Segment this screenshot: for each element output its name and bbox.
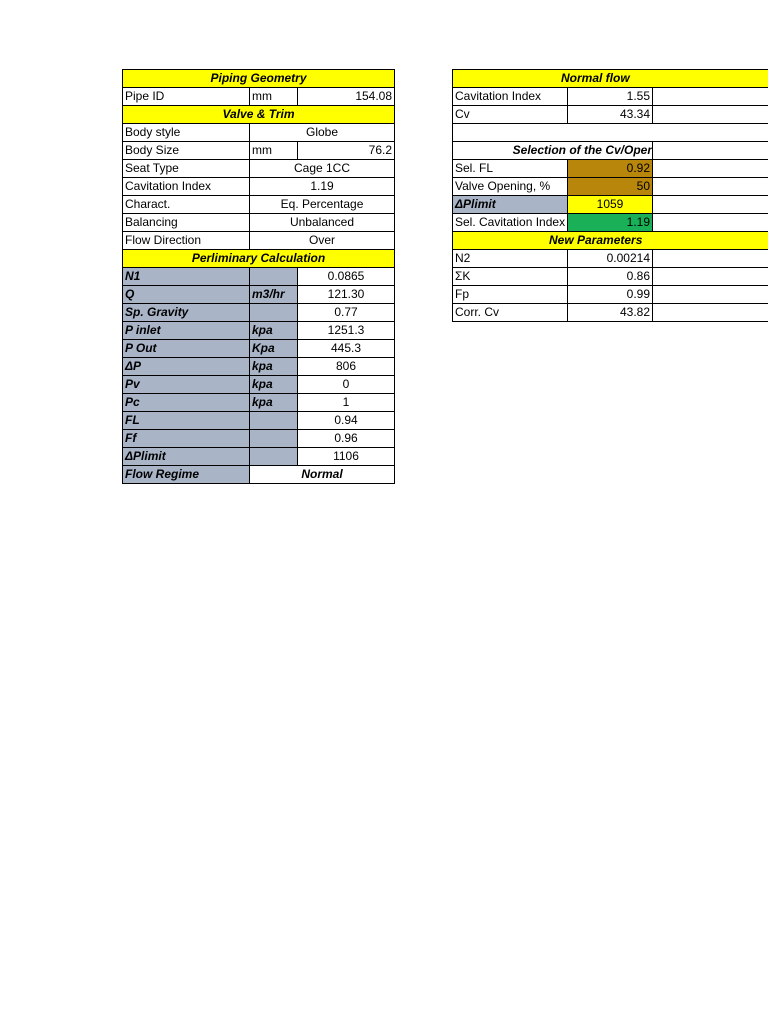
calc-label[interactable]: P inlet	[123, 322, 250, 340]
calc-label[interactable]: Pv	[123, 376, 250, 394]
table-row	[123, 160, 395, 178]
calc-value[interactable]: 0.96	[298, 430, 395, 448]
sel-cavitation-value[interactable]: 1.19	[568, 214, 653, 232]
spacer-row	[453, 124, 768, 142]
calc-unit[interactable]	[250, 430, 298, 448]
cv-value[interactable]: 43.34	[568, 106, 653, 124]
empty-cell	[653, 214, 768, 232]
table-row	[123, 340, 395, 358]
table-row	[123, 376, 395, 394]
flow-direction-label[interactable]: Flow Direction	[123, 232, 250, 250]
table-row	[123, 466, 395, 484]
preliminary-calculation-header[interactable]: Perliminary Calculation	[123, 250, 395, 268]
seat-type-value[interactable]: Cage 1CC	[250, 160, 395, 178]
body-size-unit[interactable]: mm	[250, 142, 298, 160]
calc-value[interactable]: 121.30	[298, 286, 395, 304]
pipe-id-unit[interactable]: mm	[250, 88, 298, 106]
new-parameters-header[interactable]: New Parameters	[453, 232, 768, 250]
cavitation-index-value[interactable]: 1.19	[250, 178, 395, 196]
empty-cell	[653, 142, 768, 160]
calc-label[interactable]: Ff	[123, 430, 250, 448]
balancing-value[interactable]: Unbalanced	[250, 214, 395, 232]
sel-cavitation-label[interactable]: Sel. Cavitation Index	[453, 214, 568, 232]
dplimit-label[interactable]: ΔPlimit	[453, 196, 568, 214]
corr-cv-value[interactable]: 43.82	[568, 304, 653, 322]
calc-unit[interactable]: m3/hr	[250, 286, 298, 304]
calc-value[interactable]: 0	[298, 376, 395, 394]
table-row	[453, 214, 768, 232]
calc-label[interactable]: ΔPlimit	[123, 448, 250, 466]
piping-geometry-header[interactable]: Piping Geometry	[123, 70, 395, 88]
calc-label[interactable]: P Out	[123, 340, 250, 358]
valve-opening-label[interactable]: Valve Opening, %	[453, 178, 568, 196]
calc-unit[interactable]: Kpa	[250, 340, 298, 358]
table-row	[123, 322, 395, 340]
calc-unit[interactable]	[250, 268, 298, 286]
section-header-row	[123, 70, 395, 88]
table-row	[123, 124, 395, 142]
calc-label[interactable]: Pc	[123, 394, 250, 412]
valve-trim-header[interactable]: Valve & Trim	[123, 106, 395, 124]
table-row	[123, 232, 395, 250]
table-row	[123, 178, 395, 196]
table-row	[123, 412, 395, 430]
calc-unit[interactable]: kpa	[250, 376, 298, 394]
table-row	[453, 268, 768, 286]
table-row	[453, 196, 768, 214]
calc-value[interactable]: 1	[298, 394, 395, 412]
calc-unit[interactable]: kpa	[250, 394, 298, 412]
table-row	[453, 88, 768, 106]
calc-value[interactable]: 445.3	[298, 340, 395, 358]
empty-cell	[653, 268, 768, 286]
calc-unit[interactable]: kpa	[250, 358, 298, 376]
calc-label[interactable]: FL	[123, 412, 250, 430]
flow-direction-value[interactable]: Over	[250, 232, 395, 250]
spacer	[453, 124, 768, 142]
table-row	[123, 214, 395, 232]
seat-type-label[interactable]: Seat Type	[123, 160, 250, 178]
n2-value[interactable]: 0.00214	[568, 250, 653, 268]
fp-value[interactable]: 0.99	[568, 286, 653, 304]
table-row	[123, 196, 395, 214]
calc-value[interactable]: 0.0865	[298, 268, 395, 286]
calc-value[interactable]: 1251.3	[298, 322, 395, 340]
selection-header[interactable]: Selection of the Cv/Oper	[453, 142, 653, 160]
sum-k-value[interactable]: 0.86	[568, 268, 653, 286]
table-row	[453, 106, 768, 124]
table-row	[453, 178, 768, 196]
section-header-row	[123, 106, 395, 124]
table-row	[123, 430, 395, 448]
calc-label[interactable]: N1	[123, 268, 250, 286]
section-header-row	[123, 250, 395, 268]
pipe-id-value[interactable]: 154.08	[298, 88, 395, 106]
valve-sizing-table	[122, 69, 395, 484]
cavitation-index-label[interactable]: Cavitation Index	[453, 88, 568, 106]
dplimit-value[interactable]: 1059	[568, 196, 653, 214]
table-row	[453, 304, 768, 322]
calc-label[interactable]: Sp. Gravity	[123, 304, 250, 322]
section-header-row	[453, 142, 768, 160]
empty-cell	[653, 286, 768, 304]
empty-cell	[653, 250, 768, 268]
table-row	[123, 286, 395, 304]
flow-regime-value[interactable]: Normal	[250, 466, 395, 484]
body-style-label[interactable]: Body style	[123, 124, 250, 142]
table-row	[453, 250, 768, 268]
corr-cv-label[interactable]: Corr. Cv	[453, 304, 568, 322]
flow-regime-label[interactable]: Flow Regime	[123, 466, 250, 484]
fp-label[interactable]: Fp	[453, 286, 568, 304]
calc-value[interactable]: 0.77	[298, 304, 395, 322]
table-row	[123, 448, 395, 466]
table-row	[123, 88, 395, 106]
section-header-row	[453, 70, 768, 88]
section-header-row	[453, 232, 768, 250]
table-row	[453, 286, 768, 304]
calc-unit[interactable]	[250, 304, 298, 322]
sel-fl-label[interactable]: Sel. FL	[453, 160, 568, 178]
calc-value[interactable]: 1106	[298, 448, 395, 466]
calc-unit[interactable]: kpa	[250, 322, 298, 340]
sum-k-label[interactable]: ΣK	[453, 268, 568, 286]
body-style-value[interactable]: Globe	[250, 124, 395, 142]
table-row	[123, 394, 395, 412]
cv-selection-table	[452, 69, 768, 322]
n2-label[interactable]: N2	[453, 250, 568, 268]
cavitation-index-label[interactable]: Cavitation Index	[123, 178, 250, 196]
calc-label[interactable]: Q	[123, 286, 250, 304]
table-row	[123, 358, 395, 376]
charact-label[interactable]: Charact.	[123, 196, 250, 214]
body-size-label[interactable]: Body Size	[123, 142, 250, 160]
empty-cell	[653, 160, 768, 178]
empty-cell	[653, 106, 768, 124]
valve-opening-value[interactable]: 50	[568, 178, 653, 196]
table-row	[453, 160, 768, 178]
empty-cell	[653, 88, 768, 106]
cv-label[interactable]: Cv	[453, 106, 568, 124]
balancing-label[interactable]: Balancing	[123, 214, 250, 232]
calc-value[interactable]: 806	[298, 358, 395, 376]
cavitation-index-value[interactable]: 1.55	[568, 88, 653, 106]
table-row	[123, 142, 395, 160]
body-size-value[interactable]: 76.2	[298, 142, 395, 160]
empty-cell	[653, 304, 768, 322]
calc-value[interactable]: 0.94	[298, 412, 395, 430]
calc-label[interactable]: ΔP	[123, 358, 250, 376]
pipe-id-label[interactable]: Pipe ID	[123, 88, 250, 106]
calc-unit[interactable]	[250, 448, 298, 466]
calc-unit[interactable]	[250, 412, 298, 430]
charact-value[interactable]: Eq. Percentage	[250, 196, 395, 214]
empty-cell	[653, 196, 768, 214]
table-row	[123, 268, 395, 286]
empty-cell	[653, 178, 768, 196]
table-row	[123, 304, 395, 322]
normal-flow-header[interactable]: Normal flow	[453, 70, 768, 88]
sel-fl-value[interactable]: 0.92	[568, 160, 653, 178]
